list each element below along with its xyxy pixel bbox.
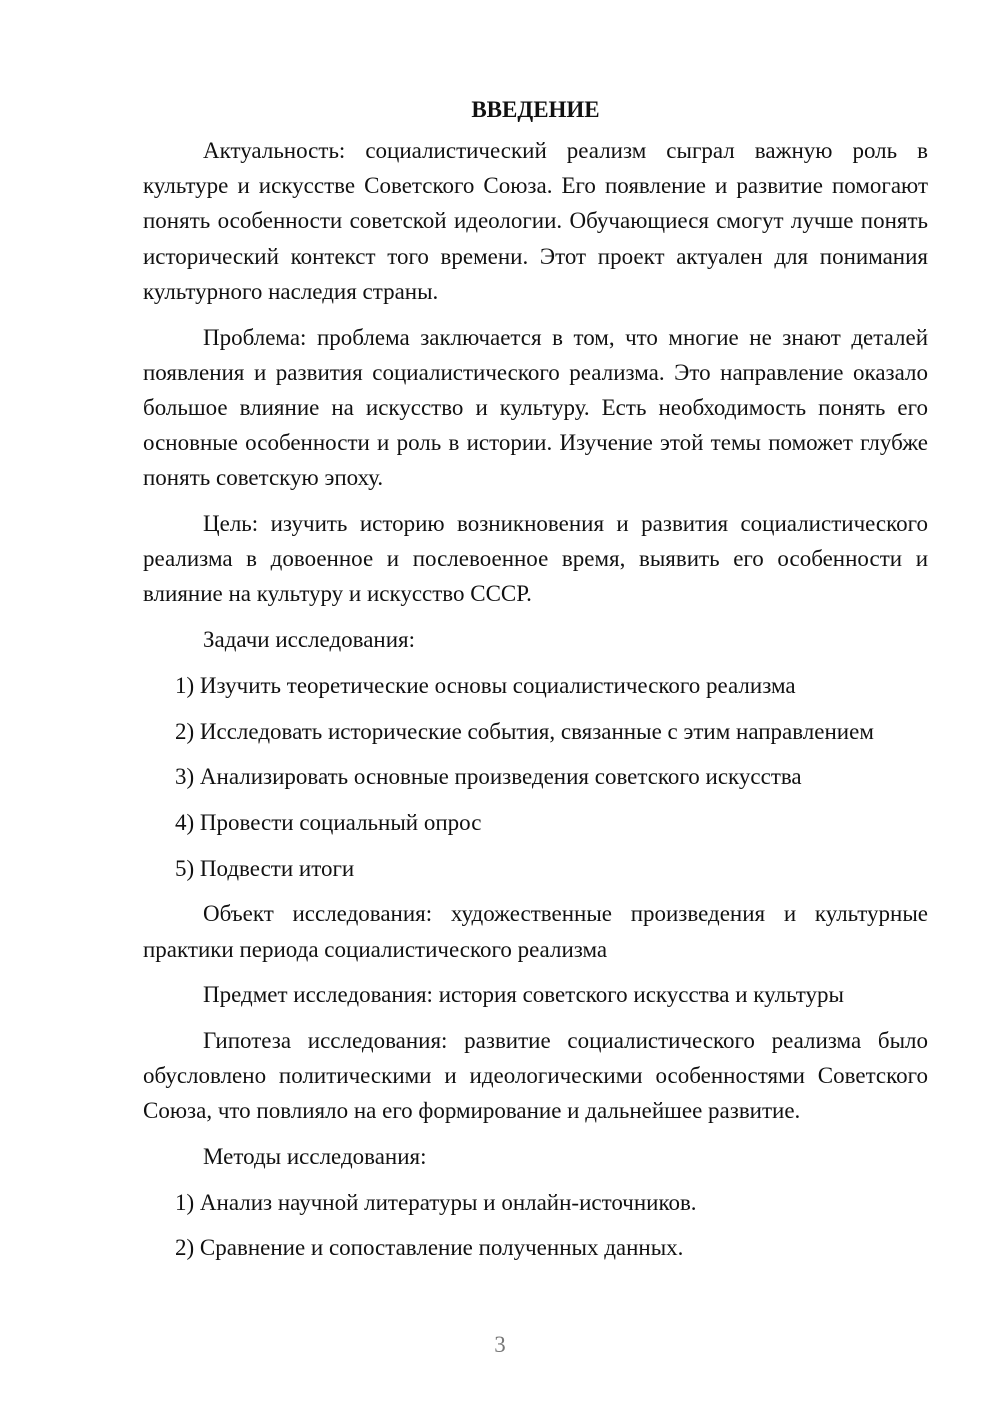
document-page (143, 93, 928, 1276)
task-item: 2) Исследовать исторические события, связанные с этим направлением (175, 718, 874, 744)
object-paragraph: Объект исследования: художественные произведения и культурные практики периода социалистического реализма (143, 901, 928, 962)
task-item: 1) Изучить теоретические основы социалистического реализма (175, 672, 796, 698)
section-title: ВВЕДЕНИЕ (471, 97, 600, 122)
method-item: 2) Сравнение и сопоставление полученных данных. (175, 1235, 684, 1261)
methods-heading: Методы исследования: (203, 1144, 427, 1170)
task-item: 5) Подвести итоги (175, 855, 355, 881)
problem-paragraph: Проблема: проблема заключается в том, что многие не знают деталей появления и развития социалистического реализма. Это направление оказало большое влияние на искусство и культуру. Есть необходимость понять его основные особенности и роль в истории. Изучение этой темы поможет глубже понять советскую эпоху. (143, 324, 928, 491)
goal-paragraph: Цель: изучить историю возникновения и развития социалистического реализма в довоенное и послевоенное время, выявить его особенности и влияние на культуру и искусство СССР. (143, 511, 928, 607)
task-item: 3) Анализировать основные произведения советского искусства (175, 764, 802, 790)
page-number: 3 (494, 1332, 506, 1357)
relevance-paragraph: Актуальность: социалистический реализм сыграл важную роль в культуре и искусстве Советского Союза. Его появление и развитие помогают понять особенности советской идеологии. Обучающиеся смогут лучше понять исторический контекст того времени. Этот проект актуален для понимания культурного наследия страны. (143, 138, 928, 304)
subject-paragraph: Предмет исследования: история советского искусства и культуры (203, 982, 844, 1008)
task-item: 4) Провести социальный опрос (175, 809, 482, 835)
method-item: 1) Анализ научной литературы и онлайн-источников. (175, 1189, 697, 1215)
hypothesis-paragraph: Гипотеза исследования: развитие социалистического реализма было обусловлено политическими и идеологическими особенностями Советского Союза, что повлияло на его формирование и дальнейшее развитие. (143, 1027, 928, 1124)
tasks-heading: Задачи исследования: (203, 627, 416, 653)
